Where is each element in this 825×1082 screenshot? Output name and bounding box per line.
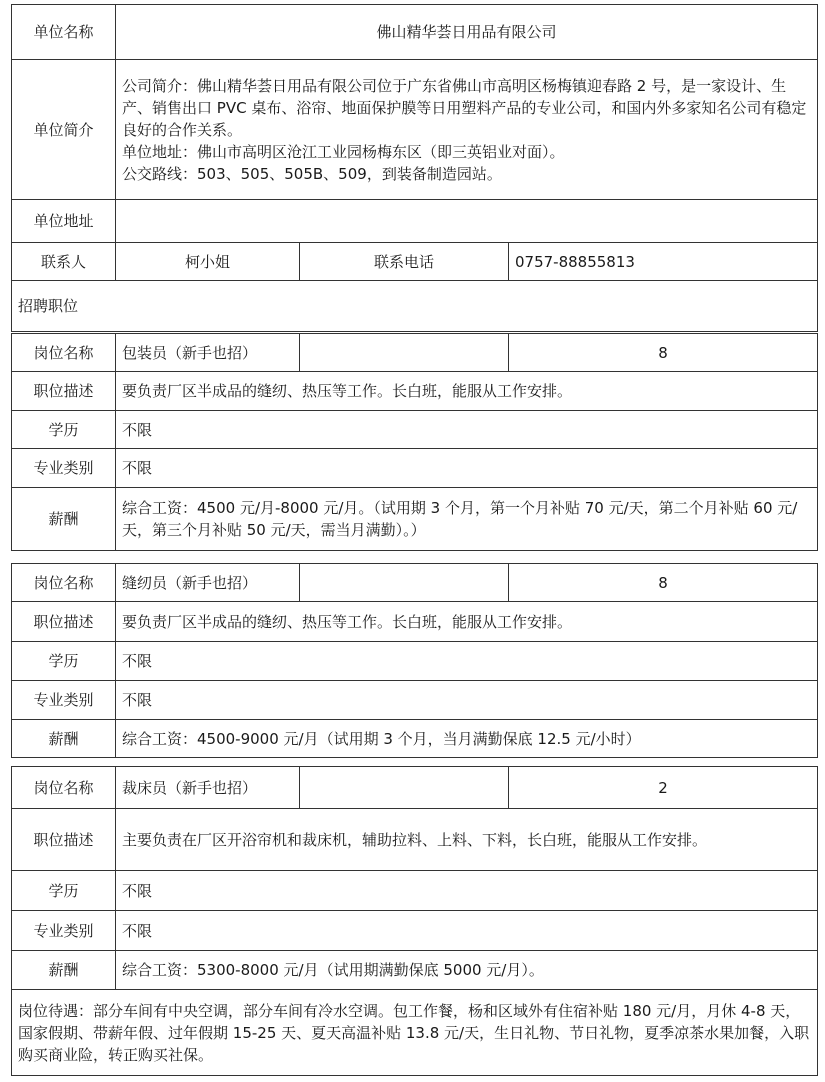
job-3-description: 主要负责在厂区开浴帘机和裁床机，辅助拉料、上料、下料，长白班，能服从工作安排。 — [116, 809, 818, 871]
job-3-count: 2 — [509, 767, 818, 809]
intro-address-line: 单位地址：佛山市高明区沧江工业园杨梅东区（即三英铝业对面）。 — [122, 142, 565, 161]
education-label: 学历 — [12, 411, 116, 449]
job-1-education-row — [12, 411, 818, 449]
job-2-education: 不限 — [116, 642, 818, 681]
job-1-education: 不限 — [116, 411, 818, 449]
education-label: 学历 — [12, 871, 116, 911]
job-table-1 — [11, 333, 818, 551]
job-1-major-row — [12, 449, 818, 488]
company-address-row — [12, 200, 818, 243]
job-2-position-row — [12, 564, 818, 602]
company-intro-value — [116, 60, 818, 200]
position-label: 岗位名称 — [12, 767, 116, 809]
job-3-education: 不限 — [116, 871, 818, 911]
contact-value: 柯小姐 — [116, 243, 300, 281]
job-3-description-row — [12, 809, 818, 871]
benefits-row — [12, 990, 818, 1076]
job-2-salary: 综合工资：4500-9000 元/月（试用期 3 个月，当月满勤保底 12.5 元/小时） — [116, 720, 818, 758]
company-intro-row — [12, 60, 818, 200]
intro-paragraph: 公司简介：佛山精华荟日用品有限公司位于广东省佛山市高明区杨梅镇迎春路 2 号，是一家设计、生产、销售出口 PVC 桌布、浴帘、地面保护膜等日用塑料产品的专业公司，和国内外多家知名公司有稳定良好的合作关系。 — [122, 76, 807, 139]
job-1-salary-row — [12, 488, 818, 551]
job-table-2 — [11, 563, 818, 758]
benefits-text: 岗位待遇：部分车间有中央空调，部分车间有冷水空调。包工作餐，杨和区域外有住宿补贴 180 元/月，月休 4-8 天，国家假期、带薪年假、过年假期 15-25 天、夏天高温补贴 13.8 元/天，生日礼物、节日礼物，夏季凉茶水果加餐，入职购买商业险，转正购买社保。 — [12, 990, 818, 1076]
salary-label: 薪酬 — [12, 951, 116, 990]
job-3-major-row — [12, 911, 818, 951]
job-3-salary: 综合工资：5300-8000 元/月（试用期满勤保底 5000 元/月）。 — [116, 951, 818, 990]
company-address-label: 单位地址 — [12, 200, 116, 243]
description-label: 职位描述 — [12, 372, 116, 411]
job-2-blank-cell — [300, 564, 509, 602]
job-2-education-row — [12, 642, 818, 681]
phone-label: 联系电话 — [300, 243, 509, 281]
job-2-count: 8 — [509, 564, 818, 602]
job-1-salary: 综合工资：4500 元/月-8000 元/月。（试用期 3 个月，第一个月补贴 70 元/天，第二个月补贴 60 元/天，第三个月补贴 50 元/天，需当月满勤）。） — [116, 488, 818, 551]
job-3-major: 不限 — [116, 911, 818, 951]
job-1-description-row — [12, 372, 818, 411]
position-label: 岗位名称 — [12, 564, 116, 602]
job-3-education-row — [12, 871, 818, 911]
job-2-description: 要负责厂区半成品的缝纫、热压等工作。长白班，能服从工作安排。 — [116, 602, 818, 642]
description-label: 职位描述 — [12, 602, 116, 642]
job-1-blank-cell — [300, 334, 509, 372]
recruit-heading: 招聘职位 — [12, 281, 818, 332]
job-3-blank-cell — [300, 767, 509, 809]
description-label: 职位描述 — [12, 809, 116, 871]
contact-label: 联系人 — [12, 243, 116, 281]
company-name-value: 佛山精华荟日用品有限公司 — [116, 5, 818, 60]
company-name-row — [12, 5, 818, 60]
job-2-title: 缝纫员（新手也招） — [116, 564, 300, 602]
position-label: 岗位名称 — [12, 334, 116, 372]
phone-value: 0757-88855813 — [509, 243, 818, 281]
job-1-count: 8 — [509, 334, 818, 372]
salary-label: 薪酬 — [12, 488, 116, 551]
recruit-heading-row — [12, 281, 818, 332]
job-3-title: 裁床员（新手也招） — [116, 767, 300, 809]
education-label: 学历 — [12, 642, 116, 681]
job-table-3 — [11, 766, 818, 990]
job-2-salary-row — [12, 720, 818, 758]
major-label: 专业类别 — [12, 911, 116, 951]
major-label: 专业类别 — [12, 681, 116, 720]
company-address-value — [116, 200, 818, 243]
salary-label: 薪酬 — [12, 720, 116, 758]
job-3-position-row — [12, 767, 818, 809]
job-2-major: 不限 — [116, 681, 818, 720]
intro-bus-line: 公交路线：503、505、505B、509，到装备制造园站。 — [122, 164, 502, 183]
major-label: 专业类别 — [12, 449, 116, 488]
job-1-title: 包装员（新手也招） — [116, 334, 300, 372]
job-1-description: 要负责厂区半成品的缝纫、热压等工作。长白班，能服从工作安排。 — [116, 372, 818, 411]
job-3-salary-row — [12, 951, 818, 990]
company-name-label: 单位名称 — [12, 5, 116, 60]
job-2-major-row — [12, 681, 818, 720]
benefits-table — [11, 989, 818, 1076]
company-intro-label: 单位简介 — [12, 60, 116, 200]
contact-row — [12, 243, 818, 281]
job-1-position-row — [12, 334, 818, 372]
job-1-major: 不限 — [116, 449, 818, 488]
job-2-description-row — [12, 602, 818, 642]
company-info-table — [11, 4, 818, 332]
